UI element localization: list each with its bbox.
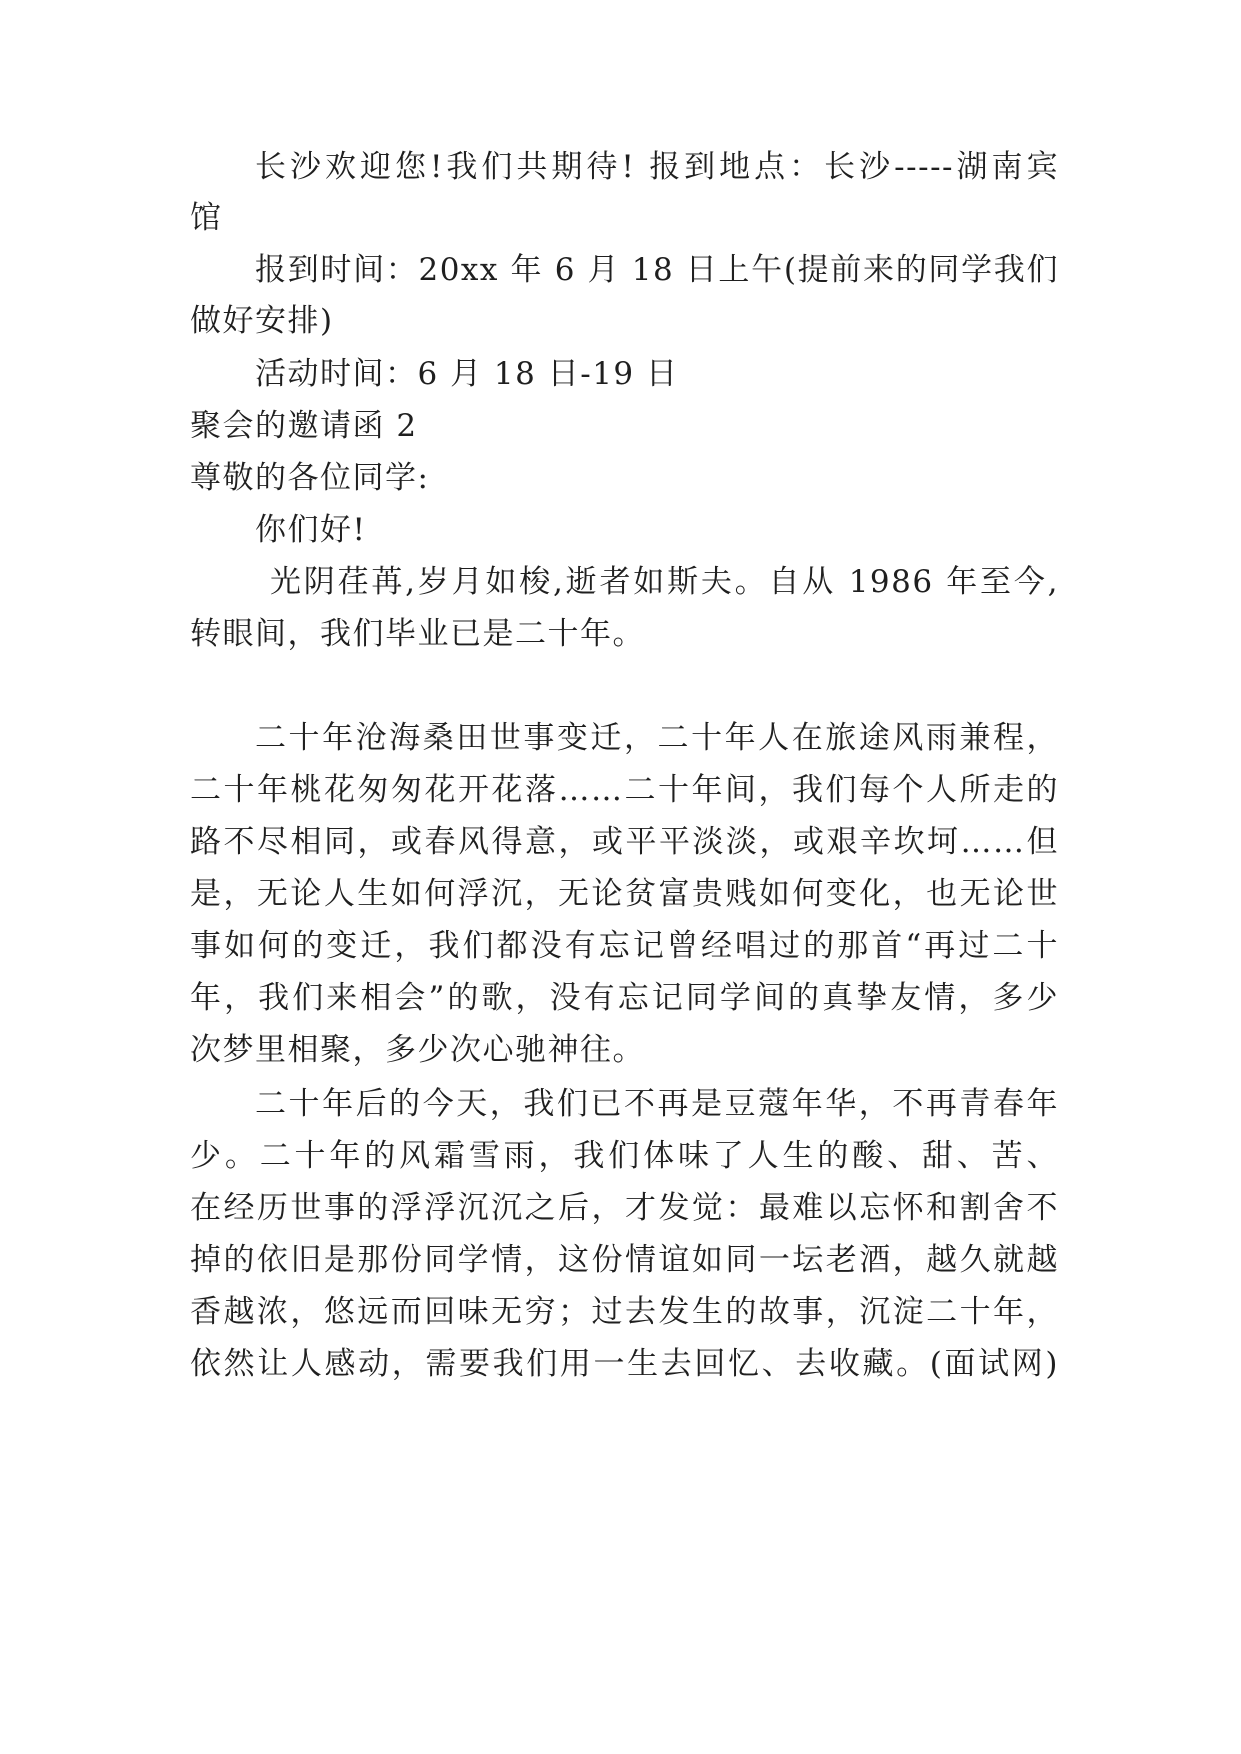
text-line: 次梦里相聚，多少次心驰神往。 — [190, 1032, 645, 1068]
text-line: 掉的依旧是那份同学情，这份情谊如同一坛老酒，越久就越 — [190, 1242, 1059, 1278]
text-line: 活动时间：6 月 18 日-19 日 — [255, 356, 679, 392]
text-line: 二十年沧海桑田世事变迁，二十年人在旅途风雨兼程， — [255, 720, 1059, 756]
text-line: 在经历世事的浮浮沉沉之后，才发觉：最难以忘怀和割舍不 — [190, 1190, 1059, 1226]
text-line: 年，我们来相会”的歌，没有忘记同学间的真挚友情，多少 — [190, 980, 1059, 1016]
text-line: 依然让人感动，需要我们用一生去回忆、去收藏。(面试网) — [190, 1346, 1059, 1382]
text-line: 长沙欢迎您!我们共期待! 报到地点：长沙-----湖南宾 — [255, 149, 1059, 185]
text-line: 馆 — [190, 200, 223, 236]
text-line: 二十年桃花匆匆花开花落……二十年间，我们每个人所走的 — [190, 772, 1059, 808]
text-line: 转眼间，我们毕业已是二十年。 — [190, 616, 645, 652]
text-line: 二十年后的今天，我们已不再是豆蔻年华，不再青春年 — [255, 1086, 1059, 1122]
text-line: 路不尽相同，或春风得意，或平平淡淡，或艰辛坎坷……但 — [190, 824, 1059, 860]
text-line: 报到时间：20xx 年 6 月 18 日上午(提前来的同学我们 — [255, 252, 1059, 288]
section-heading: 聚会的邀请函 2 — [190, 408, 418, 444]
salutation: 尊敬的各位同学: — [190, 460, 430, 496]
text-line: 是，无论人生如何浮沉，无论贫富贵贱如何变化，也无论世 — [190, 876, 1059, 912]
text-line: 做好安排) — [190, 303, 334, 339]
text-line: 少。二十年的风霜雪雨，我们体味了人生的酸、甜、苦、 — [190, 1138, 1059, 1174]
text-line: 香越浓，悠远而回味无穷；过去发生的故事，沉淀二十年， — [190, 1294, 1059, 1330]
text-line: 事如何的变迁，我们都没有忘记曾经唱过的那首“再过二十 — [190, 928, 1059, 964]
text-line: 光阴荏苒,岁月如梭,逝者如斯夫。自从 1986 年至今, — [270, 564, 1059, 600]
greeting: 你们好! — [255, 512, 367, 548]
